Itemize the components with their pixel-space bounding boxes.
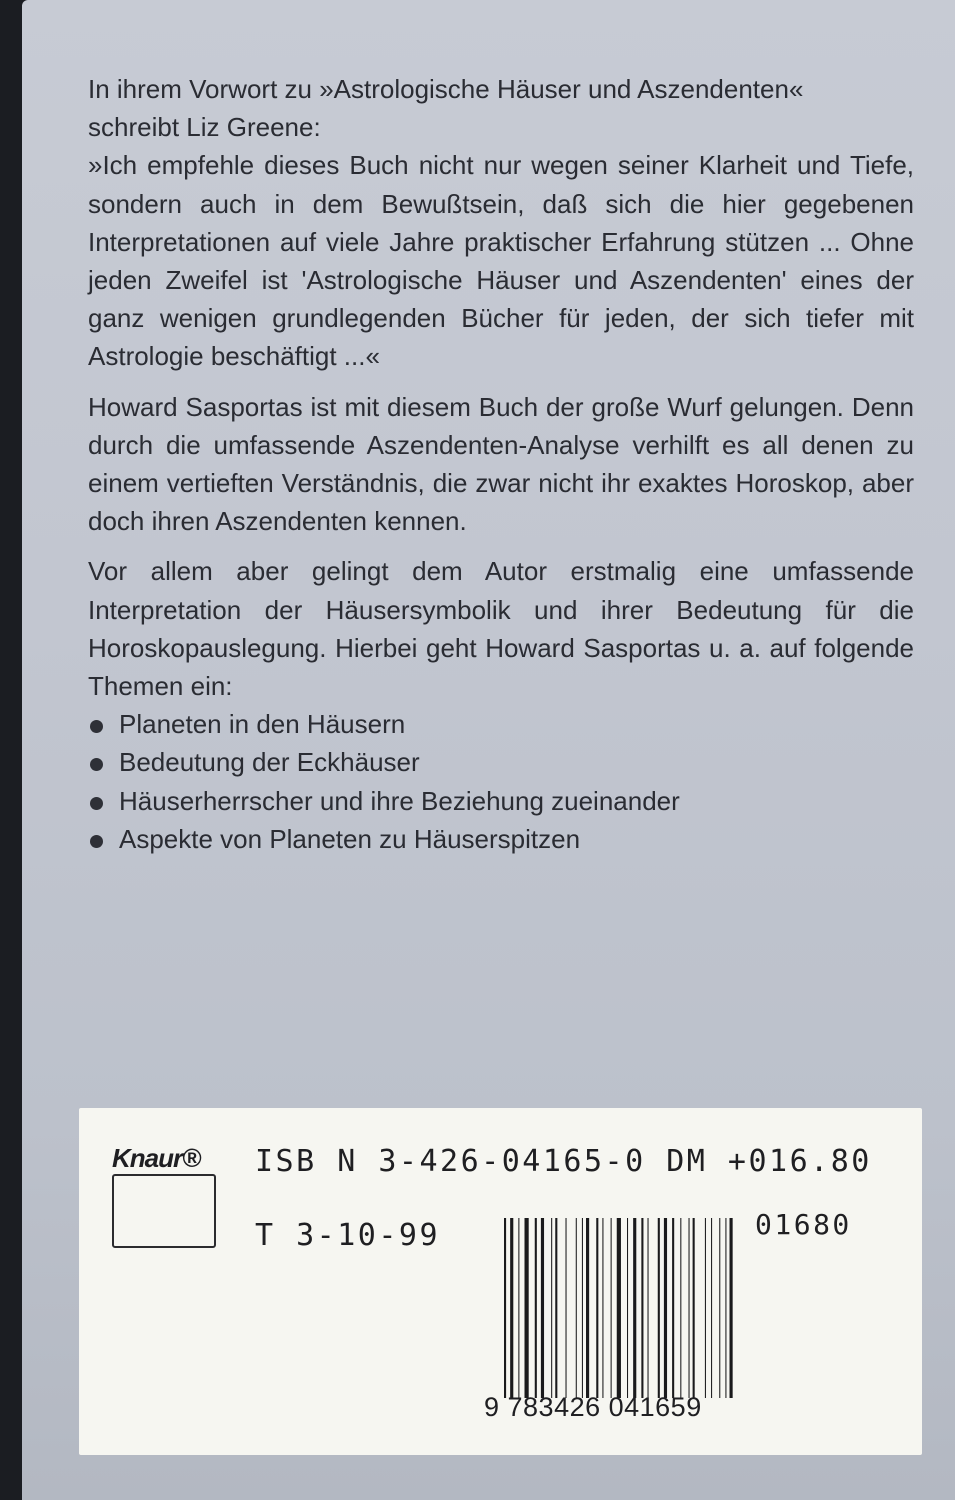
barcode-bar bbox=[705, 1218, 706, 1398]
price-code: 01680 bbox=[755, 1208, 852, 1241]
barcode-bar bbox=[576, 1218, 577, 1398]
bullet-icon bbox=[90, 835, 103, 848]
barcode-bar bbox=[566, 1218, 567, 1398]
barcode-bar bbox=[680, 1218, 681, 1398]
barcode-bar bbox=[596, 1218, 598, 1398]
barcode-digits: 9 783426 041659 bbox=[484, 1392, 702, 1422]
barcode-bar bbox=[541, 1218, 544, 1398]
barcode bbox=[504, 1218, 762, 1398]
barcode-bar bbox=[582, 1218, 583, 1398]
topic-list bbox=[88, 705, 914, 858]
barcode-bar bbox=[555, 1218, 557, 1398]
barcode-bar bbox=[641, 1218, 643, 1398]
sasportas-paragraph: Howard Sasportas ist mit diesem Buch der große Wurf gelungen. Denn durch die umfassende Aszendenten-Analyse verhilft es all denen zu einem vertieften Verständnis, die zwar nicht ihr exaktes Horoskop, aber doch ihren Aszendenten kennen. bbox=[88, 391, 914, 537]
book-back-cover bbox=[22, 0, 955, 1500]
intro-paragraph bbox=[88, 70, 914, 146]
intro-line-2: schreibt Liz Greene: bbox=[88, 112, 321, 143]
intro-line-1: In ihrem Vorwort zu »Astrologische Häuser und Aszendenten« bbox=[88, 74, 804, 104]
code-line: T 3-10-99 bbox=[255, 1218, 441, 1253]
barcode-bar bbox=[611, 1218, 612, 1398]
quote-paragraph: »Ich empfehle dieses Buch nicht nur wegen seiner Klarheit und Tiefe, sondern auch in dem Bewußtsein, daß sich die hier gegebenen Interpretationen auf viele Jahre praktischer Erfahrung stützen ... Ohne jeden Zweifel ist 'Astrologische Häuser und Aszendenten' eines der ganz wenigen grundlegenden Bücher für jeden, der sich tiefer mit Astrologie beschäftigt ...« bbox=[88, 150, 914, 372]
barcode-bar bbox=[693, 1218, 695, 1398]
topic-label: Häuserherrscher und ihre Beziehung zueinander bbox=[119, 785, 680, 816]
topic-item bbox=[88, 743, 914, 781]
topic-item bbox=[88, 820, 914, 858]
barcode-bar bbox=[504, 1218, 506, 1398]
barcode-bar bbox=[627, 1218, 628, 1398]
barcode-bar bbox=[719, 1218, 720, 1398]
barcode-bar bbox=[510, 1218, 513, 1398]
barcode-bar bbox=[672, 1218, 674, 1398]
topic-label: Aspekte von Planeten zu Häuserspitzen bbox=[119, 823, 581, 854]
barcode-bar bbox=[658, 1218, 660, 1398]
publisher-logo: Knaur® bbox=[112, 1143, 201, 1173]
barcode-bar bbox=[535, 1218, 537, 1398]
barcode-bar bbox=[711, 1218, 712, 1398]
barcode-bar bbox=[617, 1218, 621, 1398]
blurb-text bbox=[88, 70, 914, 858]
barcode-bar bbox=[525, 1218, 529, 1398]
barcode-bar bbox=[602, 1218, 603, 1398]
logo-box bbox=[112, 1174, 216, 1248]
barcode-bar bbox=[633, 1218, 636, 1398]
topic-label: Bedeutung der Eckhäuser bbox=[119, 747, 420, 778]
bullet-icon bbox=[90, 797, 103, 810]
barcode-bar bbox=[586, 1218, 589, 1398]
themes-paragraph: Vor allem aber gelingt dem Autor erstmalig eine umfassende Interpretation der Häusersymbolik und ihrer Bedeutung für die Horoskopauslegung. Hierbei geht Howard Sasportas u. a. auf folgende Themen ein: bbox=[88, 556, 914, 702]
barcode-bar bbox=[648, 1218, 649, 1398]
isbn-line: ISB N 3-426-04165-0 DM +016.80 bbox=[255, 1144, 872, 1179]
price-sticker bbox=[79, 1108, 922, 1455]
barcode-bar bbox=[664, 1218, 667, 1398]
topic-item bbox=[88, 782, 914, 820]
barcode-bar bbox=[730, 1218, 733, 1398]
barcode-bar bbox=[725, 1218, 726, 1398]
barcode-bar bbox=[518, 1218, 519, 1398]
barcode-bar bbox=[689, 1218, 690, 1398]
bullet-icon bbox=[90, 720, 103, 733]
barcode-bar bbox=[551, 1218, 552, 1398]
bullet-icon bbox=[90, 758, 103, 771]
topic-label: Planeten in den Häusern bbox=[119, 709, 406, 740]
topic-item bbox=[88, 705, 914, 743]
